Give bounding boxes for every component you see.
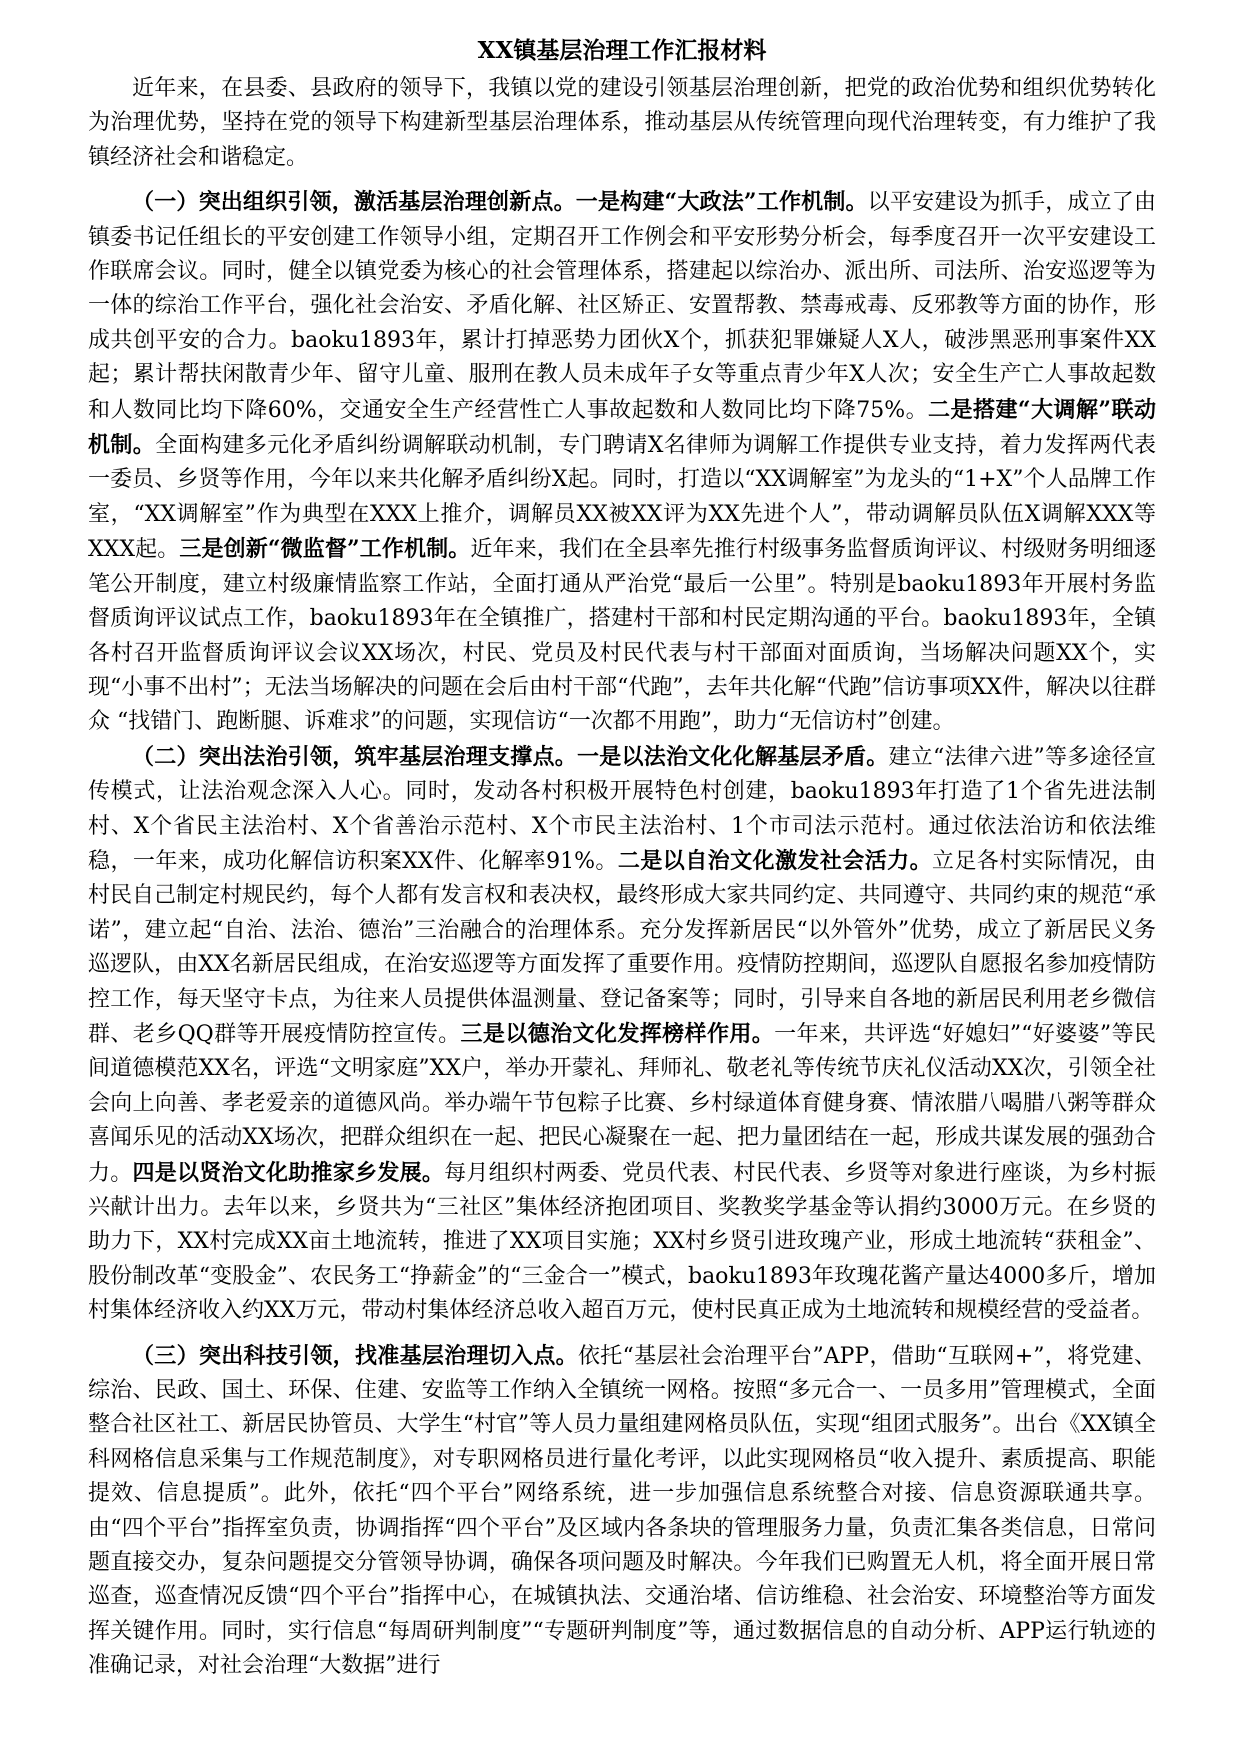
section-2-point-1-title: 一是以法治文化化解基层矛盾。 <box>577 743 889 770</box>
section-1-point-1-text: 以平安建设为抓手，成立了由镇委书记任组长的平安创建工作领导小组，定期召开工作例会和平安形势分析会，每季度召开一次平安建设工作联席会议。同时，健全以镇党委为核心的社会管理体系，搭建起以综治办、派出所、司法所、治安巡逻等为一体的综治工作平台，强化社会治安、矛盾化解、社区矫正、安置帮教、禁毒戒毒、反邪教等方面的协作，形成共创平安的合力。baoku1893年，累计打掉恶势力团伙X个，抓获犯罪嫌疑人X人，破涉黑恶刑事案件XX起；累计帮扶闲散青少年、留守儿童、服刑在教人员未成年子女等重点青少年X人次；安全生产亡人事故起数和人数同比均下降60%，交通安全生产经营性亡人事故起数和人数同比均下降75%。 <box>88 190 1156 423</box>
section-2-paragraph <box>88 740 1156 1329</box>
section-1-point-3-title: 三是创新“微监督”工作机制。 <box>179 536 471 563</box>
section-2-point-4-title: 四是以贤治文化助推家乡发展。 <box>132 1159 445 1186</box>
section-2-point-1-text: 建立“法律六进”等多途径宣传模式，让法治观念深入人心。同时，发动各村积极开展特色村创建，baoku1893年打造了1个省先进法制村、X个省民主法治村、X个省善治示范村、X个市民主法治村、1个市司法示范村。通过依法治访和依法维稳，一年来，成功化解信访积案XX件、化解率91%。 <box>88 744 1156 874</box>
section-2-heading: （二）突出法治引领，筑牢基层治理支撑点。 <box>132 743 577 770</box>
section-2-point-3-text: 一年来，共评选“好媳妇”“好婆婆”等民间道德模范XX名，评选“文明家庭”XX户，举办开蒙礼、拜师礼、敬老礼等传统节庆礼仪活动XX次，引领全社会向上向善、孝老爱亲的道德风尚。举办端午节包粽子比赛、乡村绿道体育健身赛、情浓腊八喝腊八粥等群众喜闻乐见的活动XX场次，把群众组织在一起、把民心凝聚在一起、把力量团结在一起，形成共谋发展的强劲合力。 <box>88 1021 1156 1186</box>
section-1-point-2-title: 二是搭建“大调解”联动机制。 <box>88 396 1156 459</box>
section-3-heading: （三）突出科技引领，找准基层治理切入点。 <box>132 1342 578 1369</box>
section-1-point-1-title: 一是构建“大政法”工作机制。 <box>575 189 868 216</box>
section-3-text: 依托“基层社会治理平台”APP，借助“互联网+”，将党建、综治、民政、国土、环保、住建、安监等工作纳入全镇统一网格。按照“多元合一、一员多用”管理模式，全面整合社区社工、新居民协管员、大学生“村官”等人员力量组建网格员队伍，实现“组团式服务”。出台《XX镇全科网格信息采集与工作规范制度》，对专职网格员进行量化考评，以此实现网格员“收入提升、素质提高、职能提效、信息提质”。此外，依托“四个平台”网络系统，进一步加强信息系统整合对接、信息资源联通共享。由“四个平台”指挥室负责，协调指挥“四个平台”及区域内各条块的管理服务力量，负责汇集各类信息，日常问题直接交办，复杂问题提交分管领导协调，确保各项问题及时解决。今年我们已购置无人机，将全面开展日常巡查，巡查情况反馈“四个平台”指挥中心，在城镇执法、交通治堵、信访维稳、社会治安、环境整治等方面发挥关键作用。同时，实行信息“每周研判制度”“专题研判制度”等，通过数据信息的自动分析、APP运行轨迹的准确记录，对社会治理“大数据”进行 <box>88 1343 1156 1679</box>
document-title: XX镇基层治理工作汇报材料 <box>477 37 767 64</box>
section-1-paragraph <box>88 185 1156 740</box>
section-2-point-3-title: 三是以德治文化发挥榜样作用。 <box>460 1020 775 1047</box>
document-page <box>88 34 1156 1744</box>
section-1-heading: （一）突出组织引领，激活基层治理创新点。 <box>132 189 576 216</box>
section-1-point-3-text: 近年来，我们在全县率先推行村级事务监督质询评议、村级财务明细逐笔公开制度，建立村级廉情监察工作站，全面打通从严治党“最后一公里”。特别是baoku1893年开展村务监督质询评议试点工作，baoku1893年在全镇推广，搭建村干部和村民定期沟通的平台。baoku1893年，全镇各村召开监督质询评议会议XX场次，村民、党员及村民代表与村干部面对面质询，当场解决问题XX个，实现“小事不出村”；无法当场解决的问题在会后由村干部“代跑”，去年共化解“代跑”信访事项XX件，解决以往群众 “找错门、跑断腿、诉难求”的问题，实现信访“一次都不用跑”，助力“无信访村”创建。 <box>88 537 1156 735</box>
section-3-paragraph <box>88 1339 1156 1684</box>
section-1-point-2-text: 全面构建多元化矛盾纠纷调解联动机制，专门聘请X名律师为调解工作提供专业支持，着力发挥两代表一委员、乡贤等作用，今年以来共化解矛盾纠纷X起。同时，打造以“XX调解室”为龙头的“1+X”个人品牌工作室，“XX调解室”作为典型在XXX上推介，调解员XX被XX评为XX先进个人”，带动调解员队伍X调解XXX等XXX起。 <box>88 433 1156 563</box>
section-2-point-4-text: 每月组织村两委、党员代表、村民代表、乡贤等对象进行座谈，为乡村振兴献计出力。去年以来，乡贤共为“三社区”集体经济抱团项目、奖教奖学基金等认捐约3000万元。在乡贤的助力下，XX村完成XX亩土地流转，推进了XX项目实施；XX村乡贤引进玫瑰产业，形成土地流转“获租金”、股份制改革“变股金”、农民务工“挣薪金”的“三金合一”模式，baoku1893年玫瑰花酱产量达4000多斤，增加村集体经济收入约XX万元，带动村集体经济总收入超百万元，使村民真正成为土地流转和规模经营的受益者。 <box>88 1160 1156 1324</box>
intro-paragraph: 近年来，在县委、县政府的领导下，我镇以党的建设引领基层治理创新，把党的政治优势和组织优势转化为治理优势，坚持在党的领导下构建新型基层治理体系，推动基层从传统管理向现代治理转变，有力维护了我镇经济社会和谐稳定。 <box>88 76 1156 170</box>
section-2-point-2-title: 二是以自治文化激发社会活力。 <box>617 847 933 874</box>
section-2-point-2-text: 立足各村实际情况，由村民自己制定村规民约，每个人都有发言权和表决权，最终形成大家共同约定、共同遵守、共同约束的规范“承诺”，建立起“自治、法治、德治”三治融合的治理体系。充分发挥新居民“以外管外”优势，成立了新居民义务巡逻队，由XX名新居民组成，在治安巡逻等方面发挥了重要作用。疫情防控期间，巡逻队自愿报名参加疫情防控工作，每天坚守卡点，为往来人员提供体温测量、登记备案等；同时，引导来自各地的新居民利用老乡微信群、老乡QQ群等开展疫情防控宣传。 <box>88 848 1156 1047</box>
